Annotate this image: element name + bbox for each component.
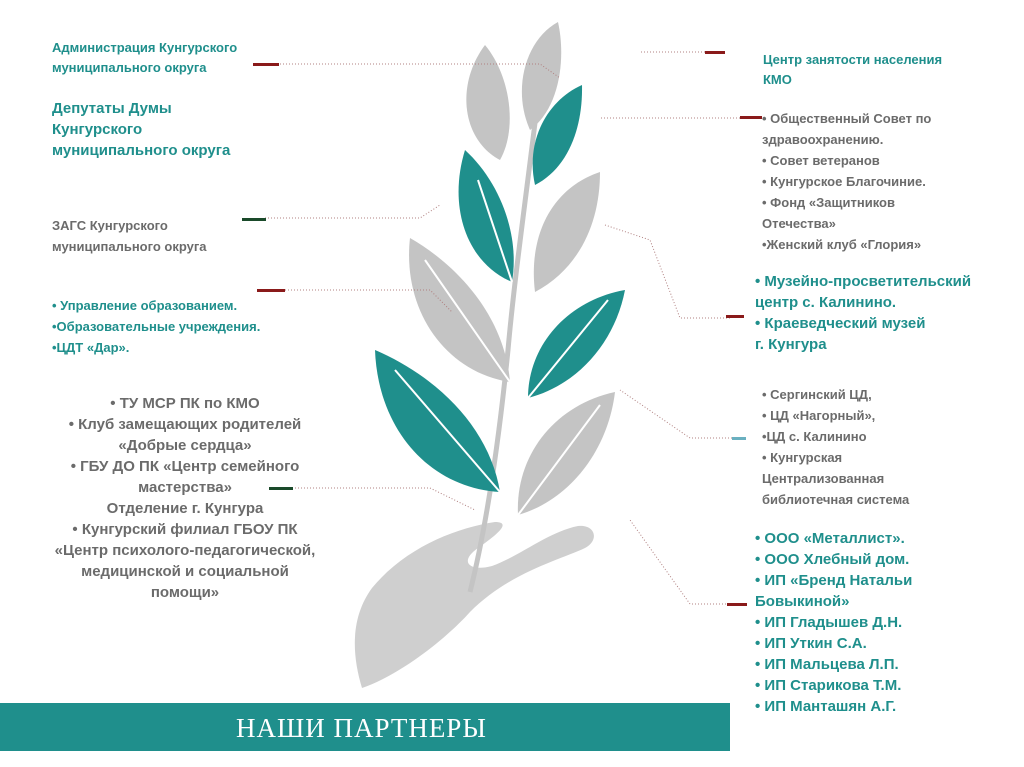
connector-dash [253, 63, 279, 66]
partner-deputies: Депутаты Думы Кунгурского муниципального округа [52, 100, 231, 159]
partner-public: • Общественный Совет по здравоохранению. • Совет ветеранов • Кунгурское Благочиние. • Фонд «Защитников Отечества» •Женский клуб «Глория» [762, 111, 932, 252]
partner-museum: • Музейно-просветительский центр с. Калинино. • Краеведческий музей г. Кунгура [755, 273, 972, 353]
page-title: НАШИ ПАРТНЕРЫ [236, 713, 487, 743]
partner-education: • Управление образованием. •Образовательные учреждения. •ЦДТ «Дар». [52, 298, 261, 355]
connector-dash [257, 289, 285, 292]
leaf-gray-3 [534, 172, 600, 292]
connector-dash [726, 315, 744, 318]
connector-dash [705, 51, 725, 54]
partner-business: • ООО «Металлист». • ООО Хлебный дом. • ИП «Бренд Натальи Бовыкиной» • ИП Гладышев Д.Н. • ИП Уткин С.А. • ИП Мальцева Л.П. • ИП Старикова Т.М. • ИП Манташян А.Г. [755, 530, 913, 715]
connector-dash [732, 437, 746, 440]
connector-dash [242, 218, 266, 221]
partner-social: • ТУ МСР ПК по КМО • Клуб замещающих родителей «Добрые сердца» • ГБУ ДО ПК «Центр семейного мастерства» Отделение г. Кунгура • Кунгурский филиал ГБОУ ПК «Центр психолого-педагогической, медицинской и социальной помощи» [54, 395, 316, 601]
leaf-teal-3 [528, 290, 625, 398]
partner-culture: • Сергинский ЦД, • ЦД «Нагорный», •ЦД с. Калинино • Кунгурская Централизованная библиотечная система [762, 387, 910, 507]
leaf-gray-2 [466, 45, 509, 160]
title-banner [0, 703, 730, 751]
partner-admin: Администрация Кунгурского муниципального округа [52, 40, 238, 75]
connector-dash [727, 603, 747, 606]
hand-shape [355, 522, 594, 688]
partner-zags: ЗАГС Кунгурского муниципального округа [52, 218, 207, 254]
partner-employment: Центр занятости населения КМО [763, 52, 943, 87]
connector-dash [740, 116, 762, 119]
